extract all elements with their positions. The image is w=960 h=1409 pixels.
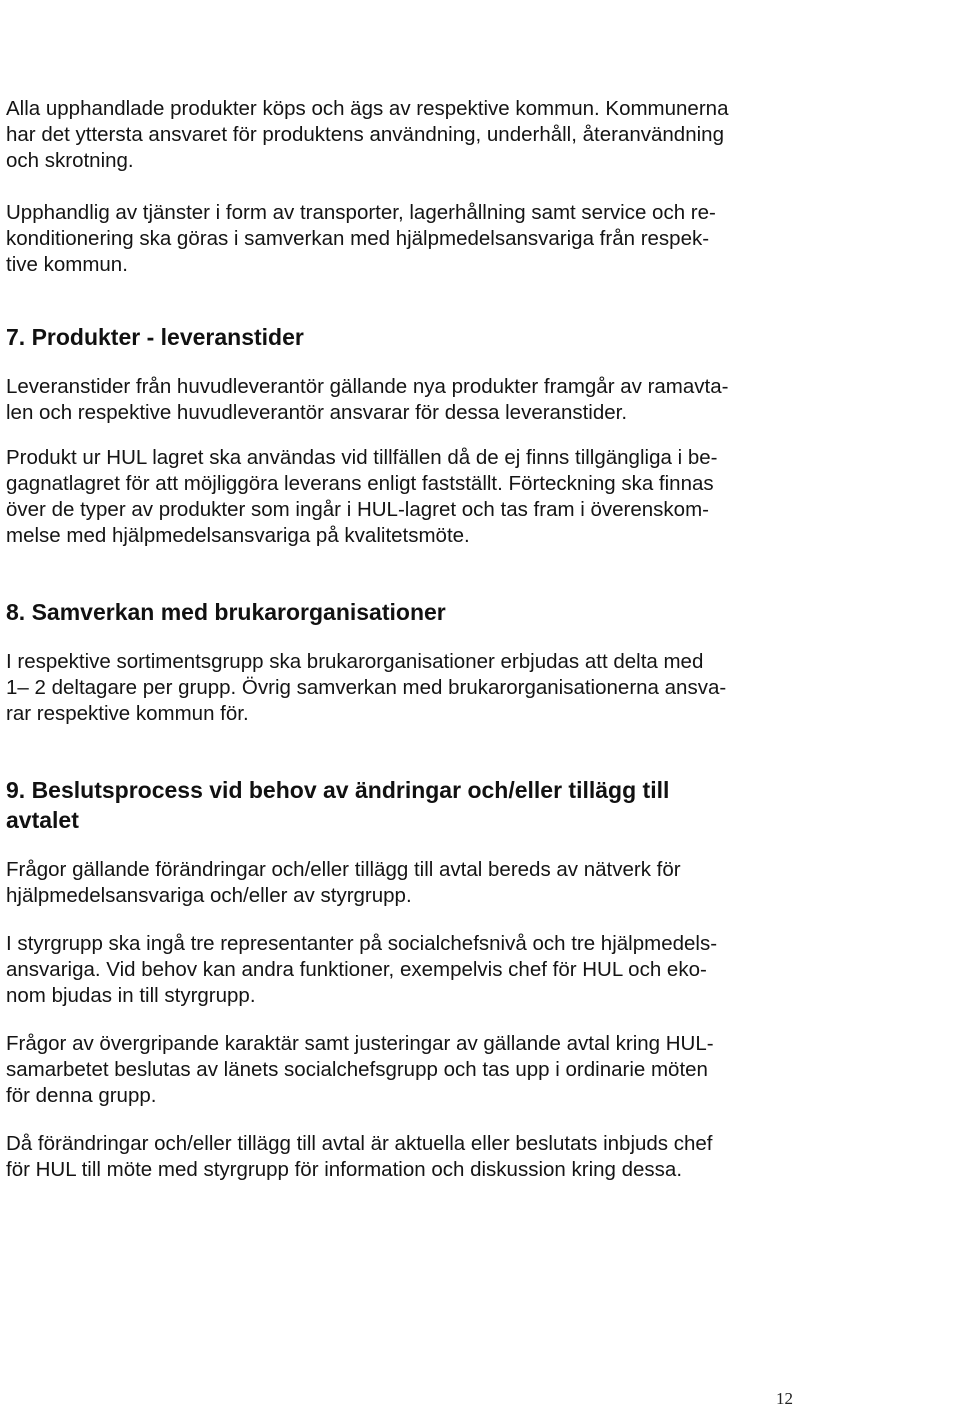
paragraph-delivery-times: Leveranstider från huvudleverantör gällande nya produkter framgår av ramavta- len och respektive huvudleverantör ansvarar för dessa leveranstider. xyxy=(6,375,729,424)
paragraph-ownership: Alla upphandlade produkter köps och ägs av respektive kommun. Kommunerna har det yttersta ansvaret för produktens användning, underhåll, återanvändning och skrotning. xyxy=(6,97,729,172)
page-number: 12 xyxy=(776,1389,793,1408)
section-9-heading: 9. Beslutsprocess vid behov av ändringar och/eller tillägg till avtalet xyxy=(6,777,670,833)
paragraph-change-requests: Frågor gällande förändringar och/eller tillägg till avtal bereds av nätverk för hjälpmedelsansvariga och/eller av styrgrupp. xyxy=(6,858,681,907)
section-8-heading: 8. Samverkan med brukarorganisationer xyxy=(6,599,446,625)
paragraph-steering-group: I styrgrupp ska ingå tre representanter på socialchefsnivå och tre hjälpmedels- ansvariga. Vid behov kan andra funktioner, exempelvis chef för HUL och eko- nom bjudas in till styrgrupp. xyxy=(6,932,718,1007)
document-page xyxy=(6,96,806,1183)
paragraph-hul-stock: Produkt ur HUL lagret ska användas vid tillfällen då de ej finns tillgängliga i be- gagnatlagret för att möjliggöra leverans enligt fastställt. Förteckning ska finnas över de typer av produkter som ingår i HUL-lagret och tas fram i överenskom- melse med hjälpmedelsansvariga på kvalitetsmöte. xyxy=(6,446,718,547)
paragraph-overarching-questions: Frågor av övergripande karaktär samt justeringar av gällande avtal kring HUL- samarbetet beslutas av länets socialchefsgrupp och tas upp i ordinarie möten för denna grupp. xyxy=(6,1032,714,1107)
paragraph-user-organizations: I respektive sortimentsgrupp ska brukarorganisationer erbjudas att delta med 1– 2 deltagare per grupp. Övrig samverkan med brukarorganisationerna ansva- rar respektive kommun för. xyxy=(6,650,727,725)
section-7-heading: 7. Produkter - leveranstider xyxy=(6,324,304,350)
paragraph-hul-invitation: Då förändringar och/eller tillägg till avtal är aktuella eller beslutats inbjuds chef för HUL till möte med styrgrupp för information och diskussion kring dessa. xyxy=(6,1132,713,1181)
paragraph-service-procurement: Upphandlig av tjänster i form av transporter, lagerhållning samt service och re- konditionering ska göras i samverkan med hjälpmedelsansvariga från respek- tive kommun. xyxy=(6,201,716,276)
